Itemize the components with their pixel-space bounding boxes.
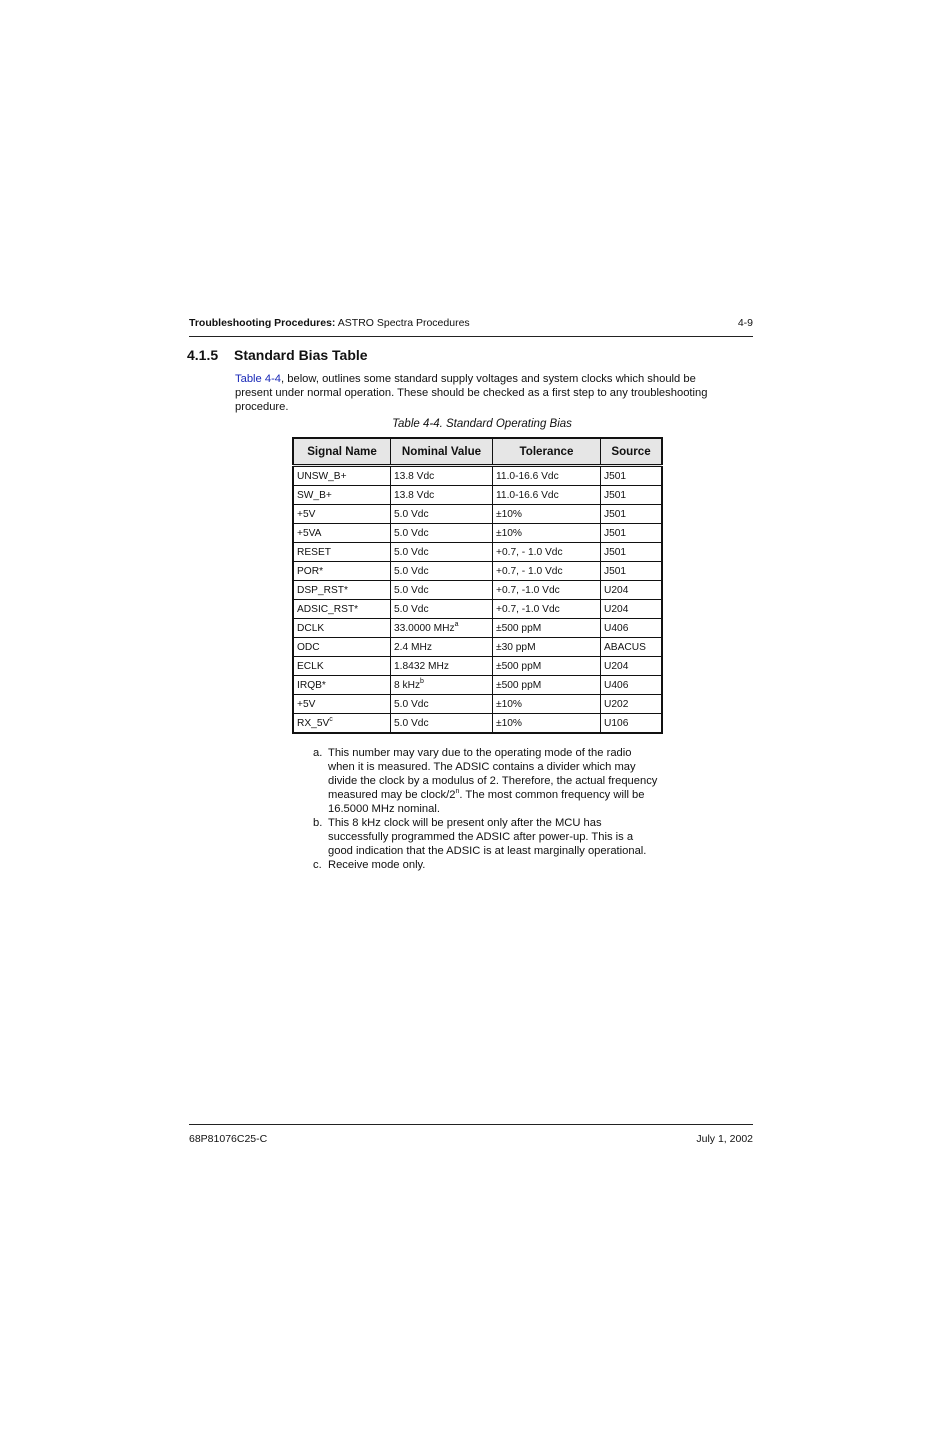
cell-source-text: ABACUS [604,641,646,653]
section-number: 4.1.5 [187,347,219,363]
cell-tolerance [493,600,601,619]
cell-signal-name [293,543,391,562]
cell-tolerance-text: +0.7, -1.0 Vdc [496,603,560,615]
cell-nominal-value-text: 5.0 Vdc [394,717,429,729]
cell-signal-name-text: +5V [297,508,316,520]
table-reference-link[interactable]: Table 4-4 [235,373,282,385]
footnote-superscript: n [455,788,460,795]
cell-tolerance [493,562,601,581]
footnote-text-tail: . The most common frequency will be 16.5000 MHz nominal. [328,789,645,815]
footnote [313,816,658,858]
footnote-marker: b [420,677,424,685]
cell-tolerance-text: ±500 ppM [496,622,542,634]
cell-source-text: J501 [604,470,627,482]
cell-tolerance [493,486,601,505]
header-section [189,317,470,329]
cell-nominal-value [391,657,493,676]
cell-nominal-value-text: 13.8 Vdc [394,489,435,501]
cell-nominal-value [391,486,493,505]
cell-nominal-value-text: 5.0 Vdc [394,508,429,520]
cell-signal-name-text: POR* [297,565,324,577]
cell-tolerance [493,505,601,524]
cell-nominal-value [391,695,493,714]
cell-nominal-value-text: 5.0 Vdc [394,584,429,596]
cell-source [601,619,663,638]
standard-bias-table [292,437,663,734]
cell-nominal-value [391,619,493,638]
table-row [293,657,662,676]
header-section-bold: Troubleshooting Procedures: [189,317,336,329]
cell-tolerance-text: ±10% [496,508,522,520]
cell-signal-name-text: SW_B+ [297,489,332,501]
cell-tolerance [493,695,601,714]
cell-source [601,600,663,619]
table-row [293,466,662,486]
cell-tolerance-text: +0.7, - 1.0 Vdc [496,546,563,558]
table-row [293,695,662,714]
cell-nominal-value [391,562,493,581]
cell-source-text: U204 [604,584,629,596]
cell-signal-name [293,486,391,505]
table-row [293,638,662,657]
cell-source-text: U106 [604,717,629,729]
cell-source [601,695,663,714]
cell-source-text: U406 [604,679,629,691]
cell-nominal-value-text: 5.0 Vdc [394,565,429,577]
cell-source [601,505,663,524]
section-title: Standard Bias Table [234,347,368,363]
cell-signal-name-text: DCLK [297,622,325,634]
cell-signal-name [293,619,391,638]
table-row [293,524,662,543]
cell-tolerance-text: 11.0-16.6 Vdc [496,470,559,482]
cell-tolerance [493,676,601,695]
cell-nominal-value [391,600,493,619]
cell-nominal-value-text: 13.8 Vdc [394,470,435,482]
page-header [189,317,753,337]
cell-signal-name-text: +5V [297,698,316,710]
cell-nominal-value [391,638,493,657]
cell-tolerance [493,638,601,657]
cell-source [601,657,663,676]
cell-tolerance [493,524,601,543]
table-row [293,619,662,638]
cell-signal-name [293,600,391,619]
cell-signal-name [293,466,391,486]
cell-source [601,676,663,695]
cell-signal-name [293,657,391,676]
header-nominal-value: Nominal Value [391,438,493,466]
cell-nominal-value [391,714,493,734]
table-row [293,486,662,505]
cell-source-text: U204 [604,660,629,672]
cell-nominal-value [391,524,493,543]
cell-tolerance-text: ±500 ppM [496,679,542,691]
cell-tolerance [493,581,601,600]
cell-signal-name-text: DSP_RST* [297,584,348,596]
cell-nominal-value-text: 33.0000 MHz [394,622,455,634]
footnote-marker: c [329,715,333,723]
header-tolerance: Tolerance [493,438,601,466]
table-row [293,600,662,619]
footnote-letter: c. [313,859,322,871]
cell-nominal-value [391,466,493,486]
cell-signal-name [293,676,391,695]
cell-tolerance [493,619,601,638]
cell-source-text: J501 [604,508,627,520]
publication-date: July 1, 2002 [696,1133,753,1145]
cell-source [601,486,663,505]
cell-nominal-value-text: 1.8432 MHz [394,660,449,672]
cell-tolerance-text: ±10% [496,527,522,539]
cell-nominal-value-text: 5.0 Vdc [394,546,429,558]
table-row [293,581,662,600]
cell-tolerance [493,714,601,734]
cell-signal-name-text: ADSIC_RST* [297,603,359,615]
cell-source-text: U202 [604,698,629,710]
cell-source-text: J501 [604,565,627,577]
cell-signal-name [293,524,391,543]
footnote-text: This number may vary due to the operating mode of the radio when it is measured. The ADSIC contains a divider which may divide the clock by a modulus of 2. Therefore, the actual frequency measured may be clock/2 [328,747,658,801]
cell-tolerance [493,466,601,486]
cell-tolerance [493,657,601,676]
footnote-marker: a [454,620,459,628]
cell-nominal-value [391,581,493,600]
cell-nominal-value [391,505,493,524]
intro-text: , below, outlines some standard supply voltages and system clocks which should be present under normal operation. These should be checked as a first step to any troubleshooting procedure. [235,373,708,413]
cell-tolerance-text: +0.7, - 1.0 Vdc [496,565,563,577]
cell-source [601,638,663,657]
footnote [313,858,658,872]
cell-nominal-value-text: 5.0 Vdc [394,527,429,539]
cell-source [601,562,663,581]
table-row [293,562,662,581]
cell-tolerance-text: ±30 ppM [496,641,536,653]
cell-source-text: J501 [604,527,627,539]
table-caption: Table 4-4. Standard Operating Bias [392,418,572,430]
cell-signal-name-text: RX_5V [297,717,330,729]
table-header-row [293,438,662,466]
cell-source [601,581,663,600]
cell-source-text: U204 [604,603,629,615]
header-signal-name: Signal Name [293,438,391,466]
cell-source [601,466,663,486]
footnote-text: Receive mode only. [328,859,426,871]
cell-nominal-value-text: 8 kHz [394,679,421,691]
cell-source [601,524,663,543]
cell-nominal-value [391,676,493,695]
cell-source [601,714,663,734]
header-section-rest: ASTRO Spectra Procedures [335,317,470,329]
cell-tolerance-text: ±10% [496,717,522,729]
cell-signal-name-text: UNSW_B+ [297,470,347,482]
cell-tolerance-text: 11.0-16.6 Vdc [496,489,559,501]
cell-nominal-value-text: 5.0 Vdc [394,603,429,615]
table-footnotes [313,746,658,872]
cell-nominal-value-text: 5.0 Vdc [394,698,429,710]
table-row [293,714,662,734]
footnote-letter: b. [313,817,323,829]
cell-signal-name [293,714,391,734]
table-row [293,676,662,695]
cell-tolerance-text: ±500 ppM [496,660,542,672]
page-number: 4-9 [737,317,753,329]
document-number: 68P81076C25-C [189,1133,268,1145]
cell-signal-name-text: +5VA [297,527,322,539]
cell-signal-name-text: RESET [297,546,331,558]
cell-signal-name [293,695,391,714]
footnote-text: This 8 kHz clock will be present only after the MCU has successfully programmed the ADSIC after power-up. This is a good indication that the ADSIC is at least marginally operational. [328,817,647,857]
cell-signal-name-text: IRQB* [297,679,326,691]
table-row [293,543,662,562]
cell-signal-name-text: ODC [297,641,320,653]
cell-source-text: J501 [604,489,627,501]
section-heading [187,347,368,363]
cell-signal-name-text: ECLK [297,660,324,672]
page-footer [189,1124,753,1145]
cell-source-text: J501 [604,546,627,558]
cell-tolerance-text: +0.7, -1.0 Vdc [496,584,560,596]
cell-source-text: U406 [604,622,629,634]
footnote-letter: a. [313,747,323,759]
cell-signal-name [293,505,391,524]
header-source: Source [601,438,663,466]
table-row [293,505,662,524]
cell-tolerance [493,543,601,562]
cell-signal-name [293,581,391,600]
footnote [313,746,658,816]
cell-nominal-value-text: 2.4 MHz [394,641,432,653]
cell-nominal-value [391,543,493,562]
intro-paragraph [235,372,735,414]
cell-source [601,543,663,562]
table-body [293,466,662,734]
cell-signal-name [293,638,391,657]
cell-signal-name [293,562,391,581]
cell-tolerance-text: ±10% [496,698,522,710]
